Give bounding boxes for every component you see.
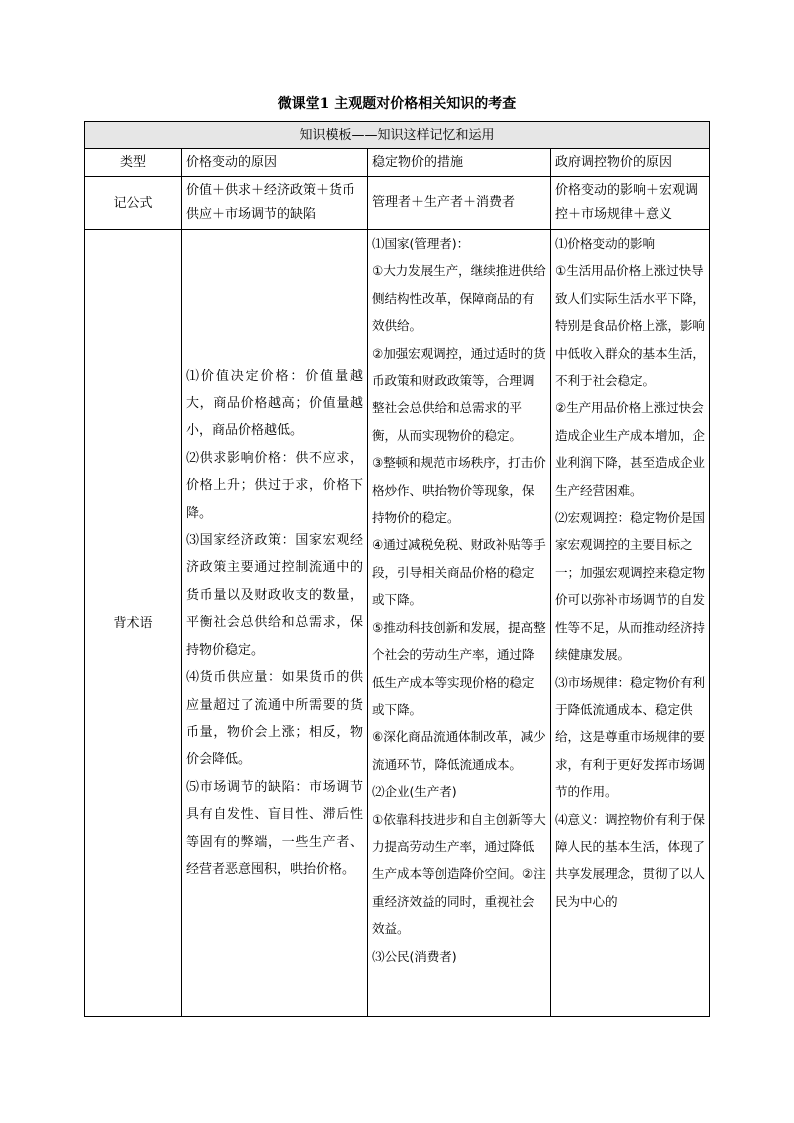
measure-item: ⑴国家(管理者)： xyxy=(372,236,470,251)
cause-item: ⑶国家经济政策：国家宏观经济政策主要通过控制流通中的货币量以及财政收支的数量，平衡社会总供给和总需求，保持物价稳定。 xyxy=(186,533,363,658)
measure-item: ②加强宏观调控，通过适时的货币政策和财政政策等，合理调整社会总供给和总需求的平衡，从而实现物价的稳定。 xyxy=(372,345,546,443)
reason-item: ⑷意义：调控物价有利于保障人民的基本生活，体现了共享发展理念，贯彻了以人民为中心的 xyxy=(555,811,705,909)
page-title: 微课堂1 主观题对价格相关知识的考查 xyxy=(277,96,517,112)
memory-row xyxy=(85,230,710,1017)
measure-item: ①大力发展生产，继续推进供给侧结构性改革，保障商品的有效供给。 xyxy=(372,263,546,334)
reason-item: ⑵宏观调控：稳定物价是国家宏观调控的主要目标之一；加强宏观调控来稳定物价可以弥补市场调节的自发性等不足，从而推动经济持续健康发展。 xyxy=(555,510,705,663)
formula-cell-reasons: 价格变动的影响＋宏观调控＋市场规律＋意义 xyxy=(551,177,710,230)
cause-item: ⑸市场调节的缺陷：市场调节具有自发性、盲目性、滞后性等固有的弊端，一些生产者、经营者恶意囤积，哄抬价格。 xyxy=(186,779,363,877)
header-stabilize-measures: 稳定物价的措施 xyxy=(368,149,551,177)
header-type: 类型 xyxy=(85,149,182,177)
measure-item: ⑵企业(生产者) xyxy=(372,784,457,800)
cause-item: ⑵供求影响价格：供不应求，价格上升；供过于求，价格下降。 xyxy=(186,450,363,521)
memory-cell-causes xyxy=(182,230,368,1017)
formula-row-label: 记公式 xyxy=(85,177,182,230)
measure-item: ⑤推动科技创新和发展，提高整个社会的劳动生产率，通过降低生产成本等实现价格的稳定或下降。 xyxy=(372,619,546,717)
memory-cell-measures xyxy=(368,230,551,1017)
header-price-change-causes: 价格变动的原因 xyxy=(182,149,368,177)
measure-item: ⑶公民(消费者) xyxy=(372,948,457,964)
formula-cell-causes: 价值＋供求＋经济政策＋货币供应＋市场调节的缺陷 xyxy=(182,177,368,230)
memory-cell-reasons xyxy=(551,230,710,1017)
formula-cell-measures: 管理者＋生产者＋消费者 xyxy=(368,177,551,230)
reason-item: ⑶市场规律：稳定物价有利于降低流通成本、稳定供给，这是尊重市场规律的要求，有利于更好发挥市场调节的作用。 xyxy=(555,674,705,800)
knowledge-table xyxy=(84,121,710,1017)
header-government-reasons: 政府调控物价的原因 xyxy=(551,149,710,177)
table-banner: 知识模板——知识这样记忆和运用 xyxy=(85,122,710,149)
formula-row xyxy=(85,177,710,230)
measure-item: ①依靠科技进步和自主创新等大力提高劳动生产率，通过降低生产成本等创造降价空间。②注重经济效益的同时，重视社会效益。 xyxy=(372,811,546,937)
header-row xyxy=(85,149,710,177)
reason-item: ②生产用品价格上涨过快会造成企业生产成本增加，企业利润下降，甚至造成企业生产经营困难。 xyxy=(555,400,705,498)
measure-item: ⑥深化商品流通体制改革，减少流通环节，降低流通成本。 xyxy=(372,729,546,772)
measure-item: ④通过减税免税、财政补贴等手段，引导相关商品价格的稳定或下降。 xyxy=(372,537,546,608)
measure-item: ③整顿和规范市场秩序，打击价格炒作、哄抬物价等现象，保持物价的稳定。 xyxy=(372,455,546,526)
reason-item: ①生活用品价格上涨过快导致人们实际生活水平下降，特别是食品价格上涨，影响中低收入群众的基本生活，不利于社会稳定。 xyxy=(555,263,705,389)
cause-item: ⑷货币供应量：如果货币的供应量超过了流通中所需要的货币量，物价会上涨；相反，物价会降低。 xyxy=(186,670,363,768)
reason-item: ⑴价格变动的影响 xyxy=(555,236,655,251)
cause-item: ⑴价值决定价格：价值量越大，商品价格越高；价值量越小，商品价格越低。 xyxy=(186,368,363,439)
memory-row-label: 背术语 xyxy=(85,230,182,1017)
